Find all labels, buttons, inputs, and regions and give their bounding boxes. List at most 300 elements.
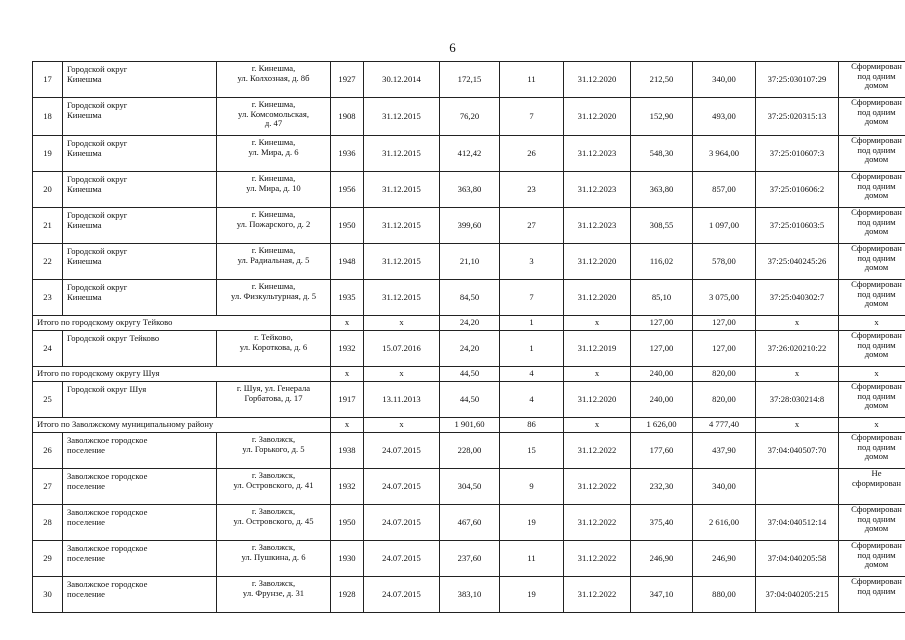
relocation-date-cell: 31.12.2022 <box>564 505 631 541</box>
recognition-date-cell: 30.12.2014 <box>364 62 440 98</box>
residents-cell: 7 <box>500 280 564 316</box>
build-year-cell: 1950 <box>331 208 364 244</box>
status-line: Сформирован <box>851 61 902 71</box>
land-area-cell: 127,00 <box>693 331 756 367</box>
land-area-cell: 340,00 <box>693 469 756 505</box>
land-area-cell: 493,00 <box>693 98 756 136</box>
addr-line: г. Кинешма, <box>251 173 296 183</box>
address-cell <box>217 577 331 613</box>
recognition-date-cell: 31.12.2015 <box>364 244 440 280</box>
municipality-cell <box>63 244 217 280</box>
addr-line: г. Тейково, <box>254 332 293 342</box>
addr-line: ул. Пожарского, д. 2 <box>236 218 311 229</box>
relocation-date-cell: 31.12.2023 <box>564 172 631 208</box>
muni-line: Городской округ <box>67 174 128 184</box>
area-cell: 44,50 <box>440 367 500 382</box>
subtotal-label: Итого по городскому округу Тейково <box>33 316 331 331</box>
address-cell <box>217 469 331 505</box>
page-number: 6 <box>449 40 456 55</box>
build-year-cell: 1938 <box>331 433 364 469</box>
subtotal-label: Итого по Заволжскому муниципальному району <box>33 418 331 433</box>
land-area-cell: 578,00 <box>693 244 756 280</box>
recognition-date-cell: 24.07.2015 <box>364 577 440 613</box>
table-row <box>33 136 905 172</box>
status-line: Сформирован <box>851 381 902 391</box>
muni-line: Кинешма <box>67 73 102 84</box>
area-cell: 399,60 <box>440 208 500 244</box>
status-line: домом <box>864 154 889 164</box>
addr-line: ул. Островского, д. 45 <box>233 515 314 526</box>
land-area-cell: 3 964,00 <box>693 136 756 172</box>
status-line: домом <box>864 116 889 126</box>
cadastral-number-cell: 37:04:040512:14 <box>756 505 839 541</box>
status-line: сформирован <box>852 477 901 488</box>
table-row <box>33 577 905 613</box>
area-cell: 304,50 <box>440 469 500 505</box>
status-line: Сформирован <box>851 207 902 217</box>
addr-line: ул. Физкультурная, д. 5 <box>230 290 316 301</box>
status-cell <box>839 382 905 418</box>
subtotal-row <box>33 316 905 331</box>
relocation-date-cell: 31.12.2020 <box>564 244 631 280</box>
address-cell <box>217 433 331 469</box>
status-line: домом <box>864 400 889 410</box>
status-line: Сформирован <box>851 171 902 181</box>
land-area-cell: 880,00 <box>693 577 756 613</box>
area2-cell: 127,00 <box>631 331 693 367</box>
muni-line: Заволжское городское <box>67 435 148 445</box>
municipality-cell <box>63 505 217 541</box>
land-area-cell: 4 777,40 <box>693 418 756 433</box>
addr-line: ул. Мира, д. 10 <box>246 182 301 193</box>
row-number: 23 <box>33 280 63 316</box>
cadastral-number-cell: 37:26:020210:22 <box>756 331 839 367</box>
address-cell <box>217 208 331 244</box>
build-year-cell: x <box>331 418 364 433</box>
relocation-date-cell: 31.12.2023 <box>564 208 631 244</box>
relocation-date-cell: 31.12.2022 <box>564 469 631 505</box>
area2-cell: 240,00 <box>631 382 693 418</box>
table-row <box>33 433 905 469</box>
area2-cell: 308,55 <box>631 208 693 244</box>
addr-line: ул. Радиальная, д. 5 <box>237 254 310 265</box>
muni-line: Городской округ <box>67 210 128 220</box>
land-area-cell: 127,00 <box>693 316 756 331</box>
subtotal-row <box>33 418 905 433</box>
cadastral-number-cell: x <box>756 316 839 331</box>
municipality-cell <box>63 541 217 577</box>
residents-cell: 19 <box>500 505 564 541</box>
land-area-cell: 820,00 <box>693 367 756 382</box>
status-cell <box>839 98 905 136</box>
status-line: домом <box>864 559 889 569</box>
addr-line: г. Заволжск, <box>251 470 296 480</box>
table-row <box>33 172 905 208</box>
area2-cell: 246,90 <box>631 541 693 577</box>
build-year-cell: 1917 <box>331 382 364 418</box>
row-number: 18 <box>33 98 63 136</box>
addr-line: ул. Комсомольская, <box>238 108 309 119</box>
land-area-cell: 437,90 <box>693 433 756 469</box>
cadastral-number-cell: 37:25:020315:13 <box>756 98 839 136</box>
cadastral-number-cell: x <box>756 418 839 433</box>
build-year-cell: 1932 <box>331 469 364 505</box>
relocation-date-cell: 31.12.2023 <box>564 136 631 172</box>
relocation-date-cell: 31.12.2020 <box>564 98 631 136</box>
build-year-cell: 1927 <box>331 62 364 98</box>
land-area-cell: 857,00 <box>693 172 756 208</box>
residents-cell: 7 <box>500 98 564 136</box>
relocation-date-cell: 31.12.2020 <box>564 382 631 418</box>
municipality-cell <box>63 433 217 469</box>
residents-cell: 23 <box>500 172 564 208</box>
municipality-cell <box>63 382 217 418</box>
area-cell: 412,42 <box>440 136 500 172</box>
land-area-cell: 3 075,00 <box>693 280 756 316</box>
recognition-date-cell: x <box>364 367 440 382</box>
residents-cell: 9 <box>500 469 564 505</box>
status-cell <box>839 331 905 367</box>
area2-cell: 347,10 <box>631 577 693 613</box>
relocation-date-cell: 31.12.2022 <box>564 433 631 469</box>
recognition-date-cell: 24.07.2015 <box>364 505 440 541</box>
area-cell: 44,50 <box>440 382 500 418</box>
addr-line: ул. Горького, д. 5 <box>242 443 305 454</box>
residents-cell: 19 <box>500 577 564 613</box>
muni-line: поселение <box>67 516 105 527</box>
status-cell <box>839 367 905 382</box>
muni-line: Городской округ <box>67 282 128 292</box>
cadastral-number-cell: 37:25:010607:3 <box>756 136 839 172</box>
recognition-date-cell: 31.12.2015 <box>364 98 440 136</box>
table-row <box>33 208 905 244</box>
status-line: под одним <box>857 441 896 452</box>
address-cell <box>217 505 331 541</box>
land-area-cell: 2 616,00 <box>693 505 756 541</box>
area-cell: 84,50 <box>440 280 500 316</box>
build-year-cell: 1908 <box>331 98 364 136</box>
status-line: домом <box>864 262 889 272</box>
address-cell <box>217 280 331 316</box>
muni-line: Кинешма <box>67 147 102 158</box>
area-cell: 24,20 <box>440 316 500 331</box>
muni-line: Кинешма <box>67 255 102 266</box>
area2-cell: 232,30 <box>631 469 693 505</box>
recognition-date-cell: 24.07.2015 <box>364 433 440 469</box>
relocation-date-cell: 31.12.2019 <box>564 331 631 367</box>
relocation-date-cell: x <box>564 418 631 433</box>
status-line: Сформирован <box>851 279 902 289</box>
area-cell: 228,00 <box>440 433 500 469</box>
addr-line: ул. Короткова, д. 6 <box>239 341 308 352</box>
muni-line: Заволжское городское <box>67 543 148 553</box>
status-cell <box>839 418 905 433</box>
table-row <box>33 541 905 577</box>
status-line: домом <box>864 523 889 533</box>
addr-line: г. Кинешма, <box>251 209 296 219</box>
relocation-date-cell: x <box>564 367 631 382</box>
address-cell <box>217 244 331 280</box>
recognition-date-cell: 31.12.2015 <box>364 208 440 244</box>
status-line: домом <box>864 298 889 308</box>
cadastral-number-cell: 37:25:010603:5 <box>756 208 839 244</box>
row-number: 20 <box>33 172 63 208</box>
addr-line: д. 47 <box>264 118 283 128</box>
row-number: 19 <box>33 136 63 172</box>
status-cell <box>839 62 905 98</box>
residents-cell: 4 <box>500 382 564 418</box>
area-cell: 76,20 <box>440 98 500 136</box>
build-year-cell: 1935 <box>331 280 364 316</box>
cadastral-number-cell: 37:04:040205:58 <box>756 541 839 577</box>
land-area-cell: 820,00 <box>693 382 756 418</box>
addr-line: г. Заволжск, <box>251 506 296 516</box>
recognition-date-cell: 24.07.2015 <box>364 469 440 505</box>
cadastral-number-cell: 37:25:010606:2 <box>756 172 839 208</box>
address-cell <box>217 541 331 577</box>
municipality-cell <box>63 62 217 98</box>
row-number: 26 <box>33 433 63 469</box>
status-line: Сформирован <box>851 432 902 442</box>
table-row <box>33 280 905 316</box>
area-cell: 467,60 <box>440 505 500 541</box>
area-cell: 363,80 <box>440 172 500 208</box>
addr-line: г. Кинешма, <box>251 63 296 73</box>
status-cell <box>839 136 905 172</box>
status-line: под одним <box>857 513 896 524</box>
status-line: Сформирован <box>851 576 902 586</box>
addr-line: ул. Пушкина, д. 6 <box>241 551 306 562</box>
relocation-date-cell: 31.12.2022 <box>564 577 631 613</box>
table-row <box>33 244 905 280</box>
cadastral-number-cell: 37:04:040205:215 <box>756 577 839 613</box>
status-cell <box>839 541 905 577</box>
status-line: Сформирован <box>851 97 902 107</box>
area2-cell: 240,00 <box>631 367 693 382</box>
row-number: 27 <box>33 469 63 505</box>
status-line: x <box>874 368 879 379</box>
relocation-date-cell: 31.12.2020 <box>564 280 631 316</box>
cadastral-number-cell: 37:25:040302:7 <box>756 280 839 316</box>
recognition-date-cell: 15.07.2016 <box>364 331 440 367</box>
addr-line: г. Заволжск, <box>251 542 296 552</box>
status-line: x <box>874 419 879 430</box>
cadastral-number-cell: x <box>756 367 839 382</box>
recognition-date-cell: 31.12.2015 <box>364 136 440 172</box>
residents-cell: 3 <box>500 244 564 280</box>
municipality-cell <box>63 208 217 244</box>
build-year-cell: 1956 <box>331 172 364 208</box>
muni-line: Заволжское городское <box>67 507 148 517</box>
address-cell <box>217 172 331 208</box>
build-year-cell: x <box>331 367 364 382</box>
cadastral-number-cell: 37:25:030107:29 <box>756 62 839 98</box>
status-line: домом <box>864 226 889 236</box>
housing-registry-table <box>32 61 905 613</box>
addr-line: г. Шуя, ул. Генерала <box>236 383 311 393</box>
municipality-cell <box>63 469 217 505</box>
addr-line: Горбатова, д. 17 <box>244 392 303 403</box>
muni-line: поселение <box>67 552 105 563</box>
subtotal-label: Итого по городскому округу Шуя <box>33 367 331 382</box>
residents-cell: 15 <box>500 433 564 469</box>
land-area-cell: 246,90 <box>693 541 756 577</box>
status-line: Сформирован <box>851 243 902 253</box>
addr-line: г. Кинешма, <box>251 99 296 109</box>
area2-cell: 152,90 <box>631 98 693 136</box>
status-line: Сформирован <box>851 330 902 340</box>
land-area-cell: 1 097,00 <box>693 208 756 244</box>
relocation-date-cell: 31.12.2020 <box>564 62 631 98</box>
addr-line: г. Кинешма, <box>251 281 296 291</box>
muni-line: Кинешма <box>67 183 102 194</box>
status-line: под одним <box>857 106 896 117</box>
relocation-date-cell: 31.12.2022 <box>564 541 631 577</box>
table-row <box>33 382 905 418</box>
cadastral-number-cell <box>756 469 839 505</box>
muni-line: Кинешма <box>67 219 102 230</box>
status-line: под одним <box>857 549 896 560</box>
status-line: под одним <box>857 288 896 299</box>
status-line: домом <box>864 190 889 200</box>
build-year-cell: 1950 <box>331 505 364 541</box>
muni-line: Городской округ <box>67 64 128 74</box>
recognition-date-cell: 31.12.2015 <box>364 280 440 316</box>
cadastral-number-cell: 37:28:030214:8 <box>756 382 839 418</box>
muni-line: Заволжское городское <box>67 471 148 481</box>
status-cell <box>839 208 905 244</box>
addr-line: г. Кинешма, <box>251 245 296 255</box>
build-year-cell: 1932 <box>331 331 364 367</box>
muni-line: Заволжское городское <box>67 579 148 589</box>
area-cell: 24,20 <box>440 331 500 367</box>
municipality-cell <box>63 98 217 136</box>
status-cell <box>839 433 905 469</box>
muni-line: Городской округ <box>67 138 128 148</box>
area2-cell: 127,00 <box>631 316 693 331</box>
build-year-cell: 1930 <box>331 541 364 577</box>
status-cell <box>839 469 905 505</box>
residents-cell: 86 <box>500 418 564 433</box>
addr-line: ул. Мира, д. 6 <box>248 146 299 157</box>
muni-line: Городской округ Шуя <box>67 384 147 394</box>
row-number: 21 <box>33 208 63 244</box>
municipality-cell <box>63 331 217 367</box>
row-number: 25 <box>33 382 63 418</box>
muni-line: Городской округ <box>67 100 128 110</box>
status-line: Сформирован <box>851 135 902 145</box>
status-line: под одним <box>857 585 896 596</box>
area-cell: 21,10 <box>440 244 500 280</box>
area2-cell: 177,60 <box>631 433 693 469</box>
status-cell <box>839 316 905 331</box>
area2-cell: 375,40 <box>631 505 693 541</box>
addr-line: ул. Колхозная, д. 8б <box>237 72 310 83</box>
status-line: Сформирован <box>851 540 902 550</box>
municipality-cell <box>63 280 217 316</box>
row-number: 22 <box>33 244 63 280</box>
residents-cell: 11 <box>500 541 564 577</box>
status-line: домом <box>864 80 889 90</box>
address-cell <box>217 331 331 367</box>
status-line: Не <box>871 468 882 478</box>
status-line: Сформирован <box>851 504 902 514</box>
area2-cell: 85,10 <box>631 280 693 316</box>
status-line: домом <box>864 349 889 359</box>
address-cell <box>217 382 331 418</box>
subtotal-row <box>33 367 905 382</box>
table-row <box>33 331 905 367</box>
addr-line: г. Заволжск, <box>251 434 296 444</box>
municipality-cell <box>63 172 217 208</box>
status-cell <box>839 577 905 613</box>
cadastral-number-cell: 37:04:040507:70 <box>756 433 839 469</box>
muni-line: Кинешма <box>67 291 102 302</box>
municipality-cell <box>63 577 217 613</box>
address-cell <box>217 98 331 136</box>
addr-line: г. Кинешма, <box>251 137 296 147</box>
area-cell: 1 901,60 <box>440 418 500 433</box>
area-cell: 172,15 <box>440 62 500 98</box>
status-line: домом <box>864 451 889 461</box>
residents-cell: 26 <box>500 136 564 172</box>
muni-line: поселение <box>67 588 105 599</box>
area2-cell: 363,80 <box>631 172 693 208</box>
muni-line: поселение <box>67 444 105 455</box>
status-cell <box>839 280 905 316</box>
area-cell: 383,10 <box>440 577 500 613</box>
row-number: 17 <box>33 62 63 98</box>
address-cell <box>217 136 331 172</box>
table-row <box>33 98 905 136</box>
land-area-cell: 340,00 <box>693 62 756 98</box>
build-year-cell: 1936 <box>331 136 364 172</box>
status-line: под одним <box>857 216 896 227</box>
muni-line: поселение <box>67 480 105 491</box>
residents-cell: 1 <box>500 331 564 367</box>
table-row <box>33 505 905 541</box>
municipality-cell <box>63 136 217 172</box>
row-number: 24 <box>33 331 63 367</box>
recognition-date-cell: 24.07.2015 <box>364 541 440 577</box>
build-year-cell: x <box>331 316 364 331</box>
status-line: x <box>874 317 879 328</box>
status-line: под одним <box>857 390 896 401</box>
residents-cell: 11 <box>500 62 564 98</box>
status-line: под одним <box>857 180 896 191</box>
relocation-date-cell: x <box>564 316 631 331</box>
addr-line: г. Заволжск, <box>251 578 296 588</box>
status-cell <box>839 244 905 280</box>
row-number: 28 <box>33 505 63 541</box>
area2-cell: 1 626,00 <box>631 418 693 433</box>
area2-cell: 548,30 <box>631 136 693 172</box>
muni-line: Городской округ Тейково <box>67 333 160 343</box>
area-cell: 237,60 <box>440 541 500 577</box>
area2-cell: 212,50 <box>631 62 693 98</box>
build-year-cell: 1928 <box>331 577 364 613</box>
status-cell <box>839 505 905 541</box>
recognition-date-cell: x <box>364 418 440 433</box>
table-row <box>33 62 905 98</box>
addr-line: ул. Островского, д. 41 <box>233 479 314 490</box>
residents-cell: 4 <box>500 367 564 382</box>
muni-line: Городской округ <box>67 246 128 256</box>
status-line: под одним <box>857 252 896 263</box>
table-row <box>33 469 905 505</box>
build-year-cell: 1948 <box>331 244 364 280</box>
recognition-date-cell: 13.11.2013 <box>364 382 440 418</box>
